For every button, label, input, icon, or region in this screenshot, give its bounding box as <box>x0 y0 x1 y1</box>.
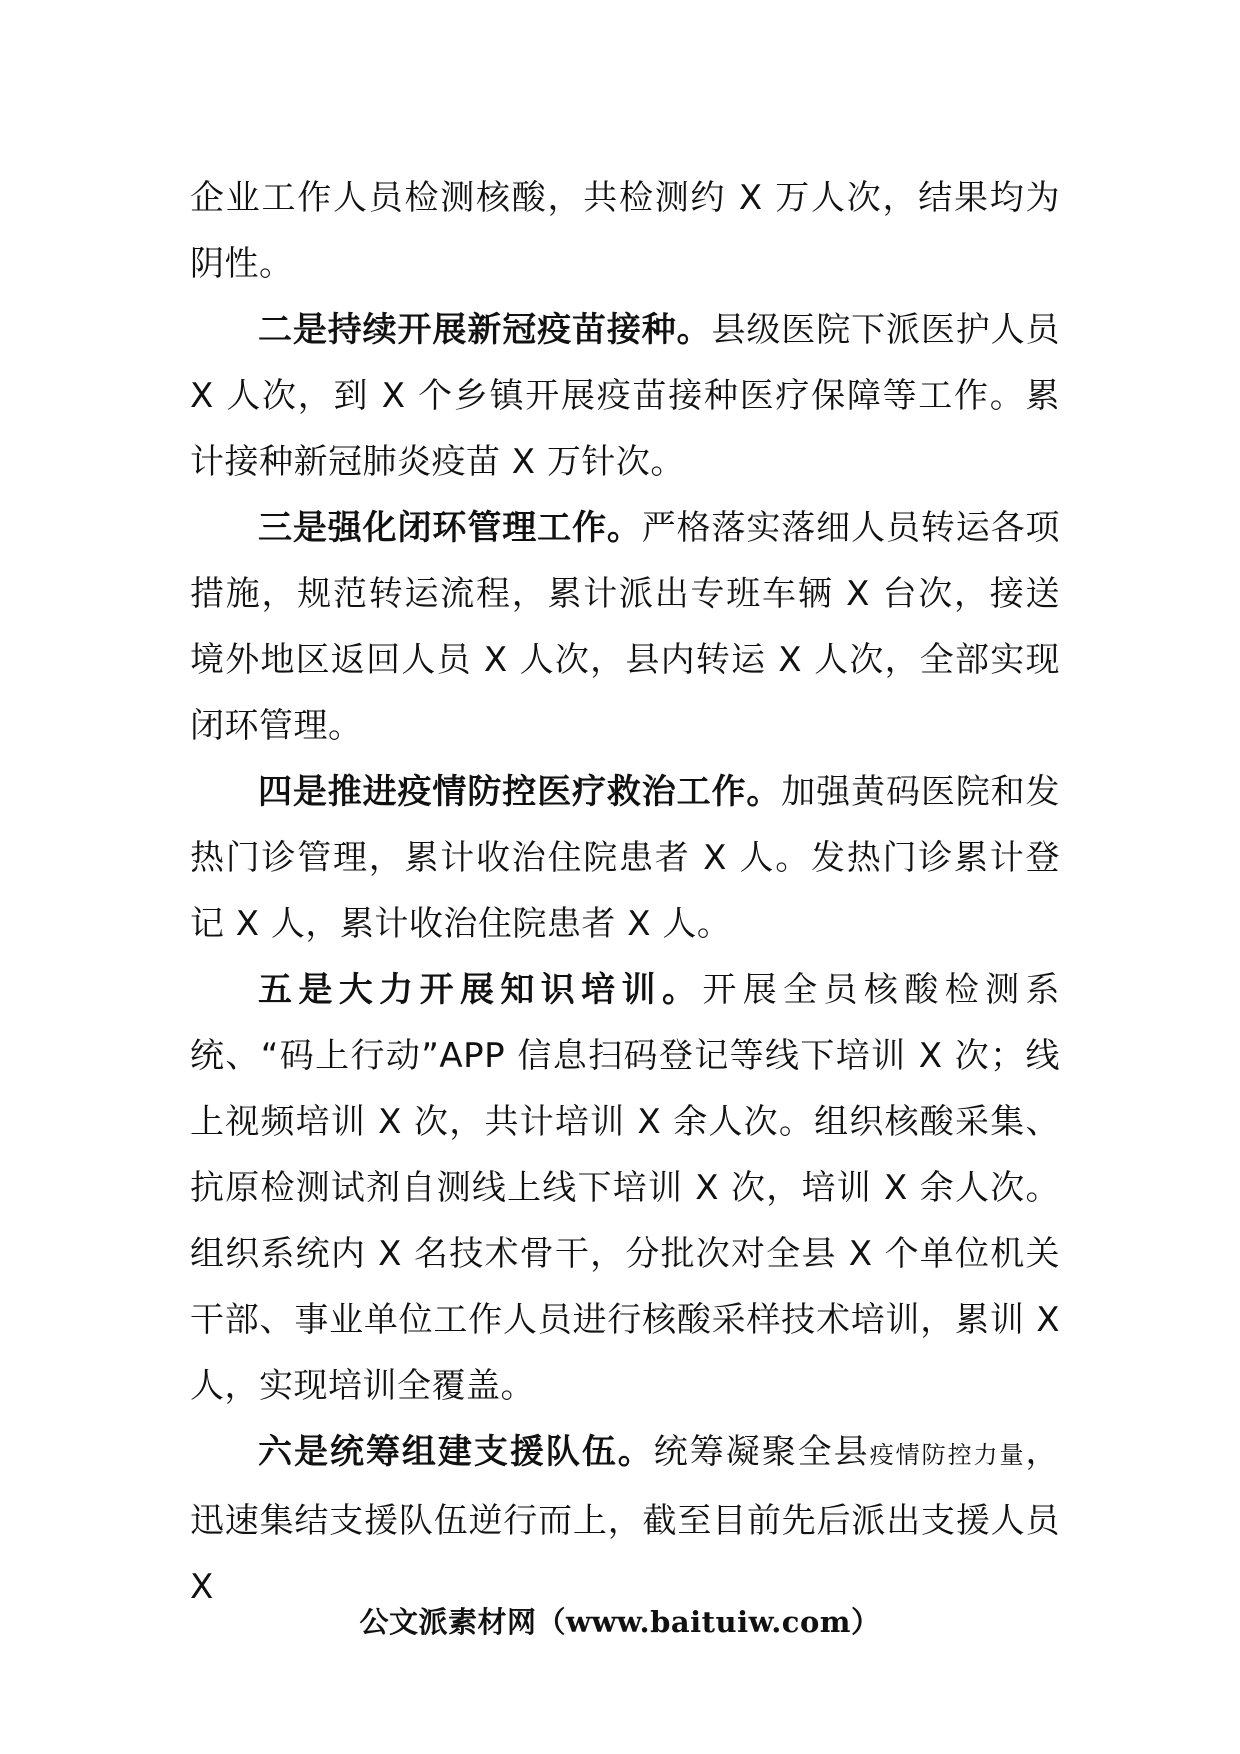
paragraph-small-text: 疫情防控力量 <box>869 1441 1026 1469</box>
paragraph-lead: 三是强化闭环管理工作。 <box>258 508 642 548</box>
paragraph-text: 加强黄码医院和发热门诊管理，累计收治住院患者 X 人。发热门诊累计登记 X 人，累计收治住院患者 X 人。 <box>190 772 1061 944</box>
paragraph-text: 严格落实落细人员转运各项措施，规范转运流程，累计派出专班车辆 X 台次，接送境外地区返回人员 X 人次，县内转运 X 人次，全部实现闭环管理。 <box>190 508 1060 746</box>
paragraph-text: 县级医院下派医护人员 X 人次，到 X 个乡镇开展疫苗接种医疗保障等工作。累计接种新冠肺炎疫苗 X 万针次。 <box>190 310 1061 482</box>
document-body <box>190 165 1060 1620</box>
paragraph-item-4 <box>190 759 1060 957</box>
paragraph-item-6 <box>190 1419 1060 1620</box>
paragraph-item-5 <box>190 957 1060 1419</box>
paragraph-continuation <box>190 165 1060 297</box>
footer-watermark: 公文派素材网（www.baituiw.com） <box>359 1605 881 1639</box>
paragraph-item-3 <box>190 495 1060 759</box>
paragraph-item-2 <box>190 297 1060 495</box>
paragraph-lead: 二是持续开展新冠疫苗接种。 <box>258 310 712 350</box>
paragraph-text: 开展全员核酸检测系统、“码上行动”APP 信息扫码登记等线下培训 X 次；线上视频培训 X 次，共计培训 X 余人次。组织核酸采集、抗原检测试剂自测线上线下培训 X 次，培训 X 余人次。组织系统内 X 名技术骨干，分批次对全县 X 个单位机关干部、事业单位工作人员进行核酸采样技术培训，累训 X 人，实现培训全覆盖。 <box>190 970 1061 1406</box>
paragraph-text: ，迅速集结支援队伍逆行而上，截至目前先后派出支援人员 X <box>190 1432 1061 1607</box>
paragraph-lead: 四是推进疫情防控医疗救治工作。 <box>258 772 782 812</box>
paragraph-lead: 五是大力开展知识培训。 <box>258 970 703 1010</box>
paragraph-text: 统筹凝聚全县 <box>653 1432 870 1472</box>
paragraph-text: 企业工作人员检测核酸，共检测约 X 万人次，结果均为阴性。 <box>190 178 1060 284</box>
paragraph-lead: 六是统筹组建支援队伍。 <box>258 1432 654 1472</box>
